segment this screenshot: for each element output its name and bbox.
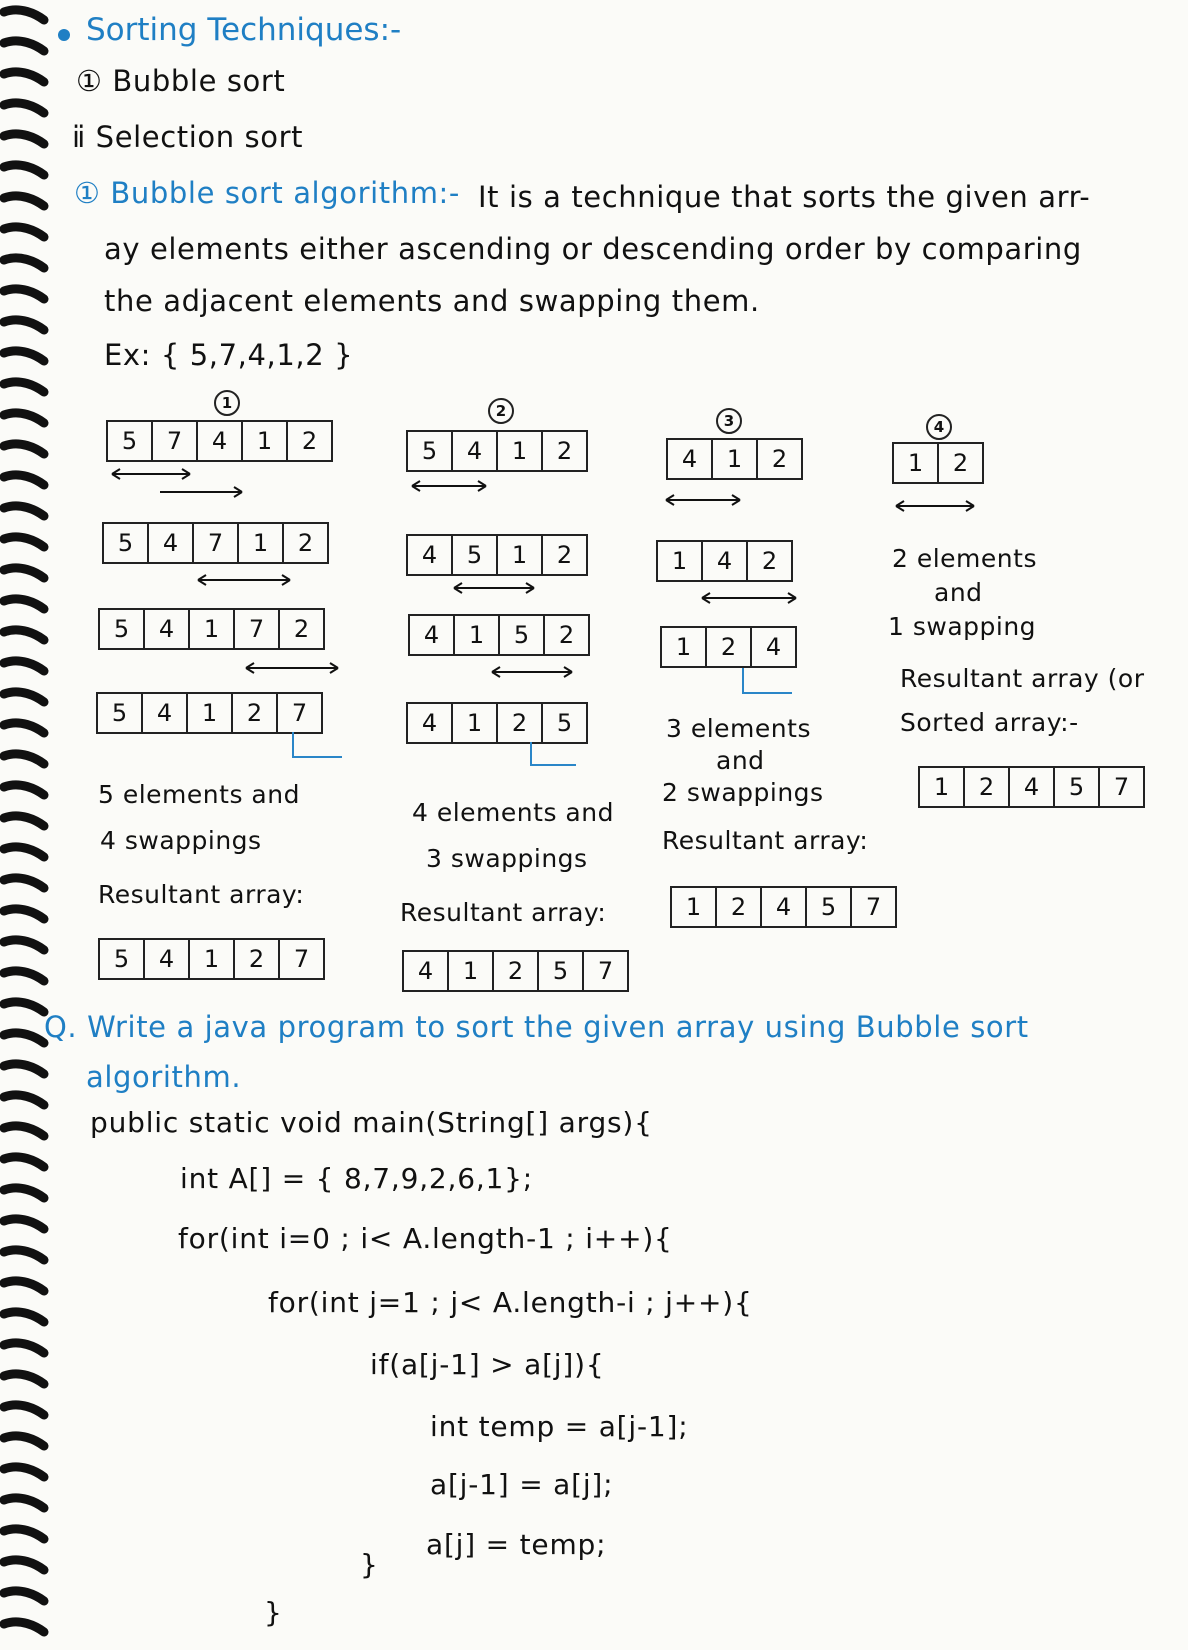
pass-4-note-line-1: 2 elements	[892, 544, 1037, 573]
pass-4-result-label-line-1: Resultant array (or	[900, 664, 1145, 693]
array-cell: 2	[293, 615, 310, 643]
array-cell: 5	[539, 952, 584, 990]
array-cell: 4	[408, 704, 453, 742]
code-line-6: int temp = a[j-1];	[430, 1410, 689, 1443]
pass-4-note-line-3: 1 swapping	[888, 612, 1037, 641]
array-cell: 2	[556, 437, 573, 465]
example-array: Ex: { 5,7,4,1,2 }	[104, 338, 354, 372]
array-cell: 2	[558, 621, 575, 649]
array-cell: 5	[500, 616, 545, 654]
array-cell: 5	[104, 524, 149, 562]
pass-2-result-array	[402, 950, 629, 992]
pass-2-row-2	[406, 534, 588, 576]
pass-3-number: 3	[716, 408, 742, 434]
pass-1-result-array	[98, 938, 325, 980]
swap-arrow-icon	[664, 490, 744, 510]
array-cell: 1	[190, 940, 235, 978]
definition-line-2: ay elements either ascending or descending order by comparing	[104, 232, 1082, 266]
array-cell: 7	[865, 893, 882, 921]
list-item-bubble-sort: ① Bubble sort	[76, 64, 286, 98]
array-cell: 4	[145, 940, 190, 978]
array-cell: 7	[291, 699, 308, 727]
pass-3-result-label: Resultant array:	[662, 826, 869, 855]
page-title: Sorting Techniques:-	[86, 12, 402, 48]
code-line-2: int A[] = { 8,7,9,2,6,1};	[180, 1162, 534, 1195]
pass-4-result-label-line-2: Sorted array:-	[900, 708, 1079, 737]
pass-3-row-1	[666, 438, 803, 480]
pass-4-note-line-2: and	[934, 578, 983, 607]
swap-arrow-icon	[894, 496, 978, 516]
code-line-1: public static void main(String[] args){	[90, 1106, 653, 1139]
code-line-3: for(int i=0 ; i< A.length-1 ; i++){	[178, 1222, 673, 1255]
code-line-7: a[j-1] = a[j];	[430, 1468, 614, 1501]
sorted-bracket	[292, 732, 342, 758]
swap-arrow-icon	[452, 578, 538, 598]
swap-arrow-icon	[410, 476, 490, 496]
array-cell: 1	[243, 422, 288, 460]
pass-1-row-1	[106, 420, 333, 462]
pass-2-row-3	[408, 614, 590, 656]
array-cell: 4	[668, 440, 713, 478]
array-cell: 2	[235, 940, 280, 978]
array-cell: 1	[188, 694, 233, 732]
swap-arrow-icon	[244, 658, 344, 678]
pass-1-result-label: Resultant array:	[98, 880, 305, 909]
array-cell: 2	[301, 427, 318, 455]
array-cell: 4	[703, 542, 748, 580]
array-cell: 5	[453, 536, 498, 574]
array-cell: 1	[498, 432, 543, 470]
pass-1-note-line-2: 4 swappings	[100, 826, 262, 855]
question-line-1: Q. Write a java program to sort the given array using Bubble sort	[44, 1010, 1029, 1044]
array-cell: 2	[965, 768, 1010, 806]
pass-1-row-2	[102, 522, 329, 564]
pass-3-row-2	[656, 540, 793, 582]
array-cell: 4	[198, 422, 243, 460]
pass-3-note-line-1: 3 elements	[666, 714, 811, 743]
array-cell: 1	[190, 610, 235, 648]
array-cell: 5	[108, 422, 153, 460]
pass-1-row-4	[96, 692, 323, 734]
array-cell: 4	[453, 432, 498, 470]
array-cell: 7	[235, 610, 280, 648]
array-cell: 4	[149, 524, 194, 562]
pass-1-number: 1	[214, 390, 240, 416]
array-cell: 1	[455, 616, 500, 654]
spiral-binding	[0, 0, 70, 1650]
array-cell: 5	[1055, 768, 1100, 806]
array-cell: 7	[194, 524, 239, 562]
question-line-2: algorithm.	[86, 1060, 242, 1094]
array-cell: 7	[1113, 773, 1130, 801]
sorted-bracket	[742, 668, 792, 694]
array-cell: 4	[145, 610, 190, 648]
array-cell: 2	[297, 529, 314, 557]
definition-line-1: It is a technique that sorts the given arr-	[478, 180, 1091, 214]
pass-4-number: 4	[926, 414, 952, 440]
pass-2-note-line-1: 4 elements and	[412, 798, 614, 827]
array-cell: 2	[498, 704, 543, 742]
array-cell: 1	[453, 704, 498, 742]
array-cell: 1	[894, 444, 939, 482]
pass-2-row-4	[406, 702, 588, 744]
array-cell: 4	[143, 694, 188, 732]
array-cell: 4	[762, 888, 807, 926]
array-cell: 4	[410, 616, 455, 654]
array-cell: 5	[556, 709, 573, 737]
array-cell: 7	[153, 422, 198, 460]
array-cell: 4	[408, 536, 453, 574]
array-cell: 4	[765, 633, 782, 661]
pass-2-number: 2	[488, 398, 514, 424]
sorted-bracket	[530, 742, 576, 766]
code-line-8: a[j] = temp;	[426, 1528, 607, 1561]
swap-arrow-icon	[196, 570, 296, 590]
array-cell: 5	[100, 610, 145, 648]
bullet-dot	[58, 29, 70, 41]
pass-1-row-3	[98, 608, 325, 650]
code-line-4: for(int j=1 ; j< A.length-i ; j++){	[268, 1286, 753, 1319]
array-cell: 1	[672, 888, 717, 926]
array-cell: 1	[498, 536, 543, 574]
array-cell: 1	[920, 768, 965, 806]
array-cell: 5	[408, 432, 453, 470]
array-cell: 1	[239, 524, 284, 562]
pass-1-note-line-1: 5 elements and	[98, 780, 300, 809]
array-cell: 5	[98, 694, 143, 732]
pass-2-result-label: Resultant array:	[400, 898, 607, 927]
pass-3-result-array	[670, 886, 897, 928]
pass-2-note-line-2: 3 swappings	[426, 844, 588, 873]
array-cell: 5	[100, 940, 145, 978]
array-cell: 4	[404, 952, 449, 990]
array-cell: 7	[293, 945, 310, 973]
swap-arrow-icon	[490, 662, 576, 682]
code-line-9: }	[360, 1548, 379, 1581]
pass-2-row-1	[406, 430, 588, 472]
swap-arrow-icon	[110, 462, 250, 502]
list-item-selection-sort: ⅱ Selection sort	[72, 120, 304, 154]
array-cell: 7	[597, 957, 614, 985]
array-cell: 1	[662, 628, 707, 666]
definition-line-3: the adjacent elements and swapping them.	[104, 284, 760, 318]
array-cell: 4	[1010, 768, 1055, 806]
algorithm-heading: ① Bubble sort algorithm:-	[74, 176, 460, 210]
array-cell: 2	[233, 694, 278, 732]
pass-3-note-line-3: 2 swappings	[662, 778, 824, 807]
pass-3-note-line-2: and	[716, 746, 765, 775]
swap-arrow-icon	[700, 588, 800, 608]
pass-3-row-3	[660, 626, 797, 668]
sorted-array	[918, 766, 1145, 808]
code-line-5: if(a[j-1] > a[j]){	[370, 1348, 605, 1381]
array-cell: 2	[717, 888, 762, 926]
array-cell: 2	[952, 449, 969, 477]
array-cell: 1	[658, 542, 703, 580]
array-cell: 2	[556, 541, 573, 569]
array-cell: 2	[761, 547, 778, 575]
code-line-10: }	[264, 1596, 283, 1629]
array-cell: 2	[707, 628, 752, 666]
array-cell: 1	[713, 440, 758, 478]
pass-4-row-1	[892, 442, 984, 484]
array-cell: 2	[494, 952, 539, 990]
array-cell: 5	[807, 888, 852, 926]
array-cell: 1	[449, 952, 494, 990]
array-cell: 2	[771, 445, 788, 473]
